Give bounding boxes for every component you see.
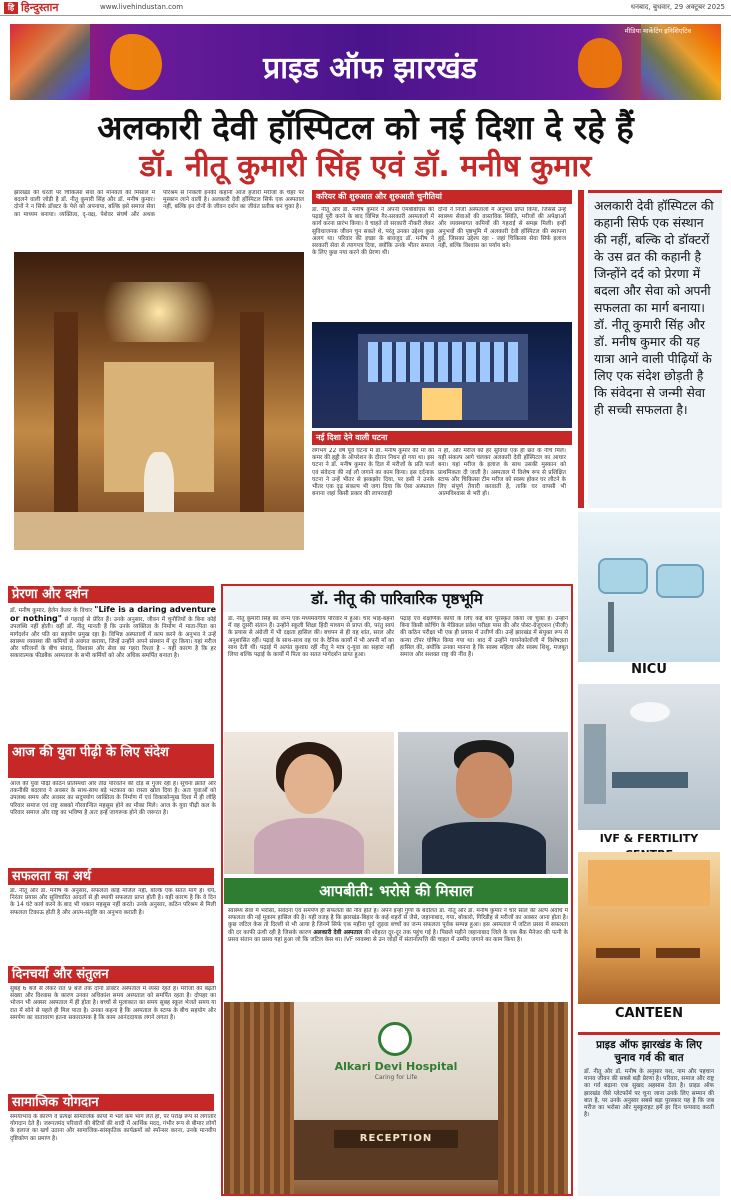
logo-icon: हि [4, 2, 18, 14]
quote-bar [578, 190, 584, 508]
hospital-sign-tagline: Caring for Life [374, 1074, 418, 1081]
inspiration-heading: प्रेरणा और दर्शन [8, 586, 214, 603]
reception-sign: RECEPTION [334, 1130, 458, 1148]
reception-desk [294, 1120, 498, 1180]
ivf-caption: IVF & FERTILITY [599, 832, 699, 845]
career-col2: दोनों ने निजी अस्पतालों में अनुभव प्राप्त किया, जिससे उन्हें स्वास्थ्य सेवाओं की वास्तविक स्थिति, मरीजों की अपेक्षाओं और व्यवस्थागत कमियों की गहराई से समझ मिली। इन्हीं अनुभवों की पृष्ठभूमि में अलकारी देवी हॉस्पिटल की स्थापना हुई, जिसका उद्देश्य रहा - जहां चिकित्सा सेवा सिर्फ इलाज नहीं, बल्कि विश्वास का पर्याय बने। [438, 207, 566, 250]
canteen-table [596, 948, 640, 958]
building-entrance [422, 388, 462, 420]
reception-photo [224, 1002, 568, 1194]
banner-title: प्राइड ऑफ झारखंड [263, 51, 477, 86]
website: www.livehindustan.com [100, 3, 184, 11]
headline-line1: अलकारी देवी हॉस्पिटल को नई दिशा दे रहे हैं [97, 108, 634, 147]
routine-heading: दिनचर्या और संतुलन [8, 966, 214, 983]
routine-text: सुबह 6 बजे से लेकर रात 9 बजे तक दोनों डॉक्टर अस्पताल में व्यस्त रहते हैं। मरीजों की बढ़ती संख्या और विश्वास के कारण उनका अधिकांश समय अस्पताल को समर्पित रहता है। दोपहर का भोजन भी अक्सर अस्पताल में ही होता है। बच्चों से मुलाकात का समय सुबह स्कूल भेजते समय या रात में सोने से पहले ही मिल पाता है। उनका कहना है कि अस्पताल के स्टाफ के बीच सहयोग और समर्पण का वातावरण इतना सकारात्मक है कि काम आनंददायक लगने लगता है। [10, 986, 216, 1021]
rainbow-strip-left [10, 24, 90, 100]
nicu-photo [578, 512, 720, 662]
masthead [0, 0, 731, 16]
canteen-table [656, 948, 700, 958]
inspiration-text-after: से गहराई से प्रेरित हैं। उनके अनुसार, जीवन में चुनौतियों के बिना कोई उपलब्धि नहीं होती। वहीं डॉ. नीतू मानती हैं कि उनके व्यक्तित्व के निर्माण में माता-पिता का मार्गदर्शन और पति का सहयोग प्रमुख रहा है। विभिन्न अस्पतालों में काम करने के अनुभव ने उन्हें स्वास्थ्य व्यवस्था की कमियों से अवगत कराया, जिन्हें उन्होंने अपने संस्थान में दूर किया। यहां मरीज और परिजनों के बीच संवाद, विश्वास और सेवा का गहरा रिश्ता है - यही कारण है कि हर सकारात्मक फीडबैक अस्पताल के सभी कर्मियों को और अधिक समर्पित बनाता है। [10, 617, 216, 660]
operating-table [612, 772, 688, 788]
youth-text: आज की युवा पीढ़ी कठिन प्रतिस्पर्धा और तीव्र परिवर्तन की दौड़ से गुजर रही है। सूचना क्रांति और तकनीकी बदलाव ने अवसर के साथ-साथ बड़े भटकाव का रास्ता खोल दिया है। अतः युवाओं को उपलब्ध समय और अवसर का सदुपयोग व्यक्तित्व के निर्माण में एवं विकासोन्मुख दिशा में ही लोहि परिवार समाज एवं राष्ट्र सबको गौरवान्वित महसूस होने का मौका मिले। आज के युवा पीढ़ी कल के परिवार समाज और राष्ट्र का भविष्य है अतः इन्हें जागरूक होने की जरूरत है। [10, 781, 216, 816]
incubator [598, 558, 648, 594]
headline-line2: डॉ. नीतू कुमारी सिंह एवं डॉ. मनीष कुमार [139, 149, 592, 184]
banner-tag: मीडिया मार्केटिंग इनिशिएटिव [624, 27, 691, 35]
family-col1: डॉ. नीतू कुमारी सिंह का जन्म एक मध्यमवर्गीय परिवार में हुआ। चार भाई-बहनों में वह दूसरी संतान हैं। उन्होंने स्कूली शिक्षा हिंदी माध्यम से प्राप्त की, परंतु स्वयं के प्रयास से अंग्रेजी में भी दक्षता हासिल की। बचपन से ही वह शांत, सरल और अनुशासित रहीं। पढ़ाई के साथ-साथ वह घर के दैनिक कार्यों में भी अपनी माँ का साथ देती थीं। पढ़ाई में अत्यंत कुशाग्र रहीं नीतू ने मात्र दृ-युवा का सहारा नहीं लिया बल्कि पढ़ाई के कार्यों में पिता का सतत मार्गदर्शन प्राप्त हुआ। [228, 616, 394, 659]
building-windows [368, 342, 518, 382]
dr-manish-portrait [398, 732, 568, 874]
ivf-centre-photo [578, 684, 720, 830]
inspiration-text-before: डॉ. मनीष कुमार, हेलेन केलर के विचार [10, 608, 95, 614]
aapbeeti-text-after: की शोहरत दूर-दूर तक पहुंच गई है। पिछले महीने जहानाबाद जिले के एक बैंक मैनेजर की पत्नी के प्रसव संतान का प्रसव यहां हुआ जो कि जटिल केस था। IVF व्यवस्था से उन जोड़ों में संतानोत्पत्ति की चाहत में उम्मीद जगाने का काम किया है। [228, 929, 568, 943]
family-col2: पढ़ाई एवं शैक्षणिक कार्यों के लिए कई बार पुरस्कृत किया जा चुका है। उन्होंने बिना किसी कोचिंग के मेडिकल प्रवेश परीक्षा पास की और पोस्ट-ग्रेजुएशन (पीजी) की कठिन परीक्षा भी एक ही प्रयास में उत्तीर्ण की। उन्हें झारखंड में संयुक्त रूप से कन्या टॉपर घोषित किया गया था। बाद में उन्होंने गायनेकोलॉजी में विशेषज्ञता हासिल की, क्योंकि उनका मानना है कि स्वस्थ महिला और स्वस्थ शिशु, मजबूत समाज और सशक्त राष्ट्र की नींव हैं। [400, 616, 568, 659]
pride-box [578, 1032, 720, 1196]
quote-box [588, 190, 722, 508]
banner [10, 24, 721, 100]
new-direction-col1: लगभग 22 वर्ष पूर्व घटना में डॉ. मनीष कुमार की माँ का कमर की हड्डी के ऑपरेशन के दौरान निधन हो गया था। इस घटना ने डॉ. मनीष कुमार के दिल में मरीजों के प्रति फर्ज एवं संवेदना की नई लौ जगाने का काम किया। इस दर्दनाक घटना ने उन्हें भीतर से झकझोर दिया, पर इसी ने उनके भीतर एक दृढ़ संकल्प भी जगा दिया कि ऐसा अस्पताल बनाना जहां किसी प्रकार की लापरवाही [312, 448, 434, 498]
quote-text: अलकारी देवी हॉस्पिटल की कहानी सिर्फ एक संस्थान की नहीं, बल्कि दो डॉक्टरों के उस व्रत की कहानी है जिन्होंने दर्द को प्रेरणा में बदला और सेवा को अपनी सफलता का मार्ग बनाया। डॉ. नीतू कुमारी सिंह और डॉ. मनीष कुमार की यह यात्रा आने वाली पीढ़ियों के लिए एक संदेश छोड़ती है कि संवेदना से जन्मी सेवा ही सच्ची सफलता है। [594, 198, 714, 417]
aapbeeti-text [228, 908, 568, 1000]
pillar-right [240, 312, 264, 532]
wall-cabinet [584, 724, 606, 804]
aapbeeti-text-before: स्वास्थ्य सेवा में भरोसा, संवेदना एवं समर्पण ही सफलता की नींव होते हैं। अपने इन्हीं गुणों के बदौलत डॉ. नीतू और डॉ. मनीष कुमार ने चार साल की अल्प अवधि में सफलता की नई मुकाम हासिल की है। यही वजह है कि झारखंड-बिहार के कई शहरों से जैसे, जहानाबाद, गया, बोकारो, गिरिडीह से मरीजों का अक्सर आना होता है। कुछ जटिल केस तो दिल्ली से भी आया है जिनमें सिर्फ एक महीना पूर्व जुड़वा बच्चों का जन्म सफलता पूर्वक सम्पन्न हुआ। इस अस्पताल में जटिल प्रसव में सफलता की दर काफी ऊंची रही है जिसके कारण [228, 908, 568, 936]
dateline: धनबाद, बुधवार, 29 अक्टूबर 2025 [630, 3, 725, 11]
career-col1: डॉ. नीतू और डॉ. मनीष कुमार ने अपनी एमबीबीएस की पढ़ाई पूरी करने के बाद विभिन्न गैर-सरकारी अस्पतालों में कार्य करना प्रारंभ किया। वे चाहते तो सरकारी नौकरी लेकर सुविधाजनक जीवन चुन सकते थे, परंतु उनका उद्देश्य कुछ अलग था। परिवार की इच्छा के बावजूद डॉ. मनीष ने सरकारी सेवा से त्यागपत्र दिया, क्योंकि उनके भीतर समाज के लिए कुछ नया करने की प्रेरणा थी। [312, 207, 434, 257]
canteen-caption: CANTEEN [615, 1006, 683, 1021]
family-heading: डॉ. नीतू की पारिवारिक पृष्ठभूमि [311, 590, 483, 608]
canteen-photo [578, 852, 720, 1004]
ceiling-lights [84, 282, 234, 342]
floor [14, 512, 304, 550]
intro-text: झारखंड की धरती पर चिकित्सा सेवा को मानवता की मिसाल में बदलने वाली जोड़ी है डॉ. नीतू कुमारी सिंह और डॉ. मनीष कुमार। दोनों ने न सिर्फ डॉक्टर के पेशे को अपनाया, बल्कि इसे समाज सेवा का माध्यम बनाया। व्यक्तित्व, दृ-वक्ष, पेशेवर संघर्ष और अथक परिश्रम से निकली इनकी कहानी आज हजारों मरीजों के चेहरे पर मुस्कान लाने वाली है। अलकारी देवी हॉस्पिटल सिर्फ एक अस्पताल नहीं, बल्कि इन दोनों के जीवन दर्शन का जीवंत प्रतीक बन चुका है। [14, 190, 304, 218]
pride-icon [578, 38, 622, 88]
newspaper-logo: हिन्दुस्तान [21, 1, 59, 14]
youth-heading: आज की युवा पीढ़ी के लिए संदेश [8, 744, 214, 778]
aapbeeti-heading-box [224, 878, 568, 904]
face [284, 754, 334, 814]
new-direction-heading: नई दिशा देने वाली घटना [312, 431, 572, 445]
success-heading: सफलता का अर्थ [8, 868, 214, 885]
inspiration-quote: "Life is a daring adventure or nothing" [10, 606, 216, 624]
canteen-wall-art [588, 860, 710, 906]
pride-heading: प्राइड ऑफ झारखंड के लिए चुनाव गर्व की बात [596, 1039, 702, 1064]
hospital-hall-photo [14, 252, 304, 550]
inspiration-text [10, 606, 216, 744]
dr-neetu-portrait [224, 732, 394, 874]
aapbeeti-hospital-name: अलकारी देवी अस्पताल [313, 929, 363, 936]
shoulders-saree [254, 818, 364, 874]
jharkhand-map-icon [110, 34, 162, 90]
success-text: डॉ. नीतू और डॉ. मनीष के अनुसार, सफलता कोई मंजिल नहीं, बल्कि एक सतत मार्ग है। धैर्य, निरंतर प्रयास और सुविचारित आदतों से ही स्थायी सफलता प्राप्त होती है। यही कारण है कि वे दिन के 14 घंटे कार्य करने के बाद भी थकान महसूस नहीं करते। उनके अनुसार, कठिन परिश्रम से मिली सफलता टिकाऊ होती है और आत्म-संतुष्टि का अनुभव कराती है। [10, 888, 216, 916]
nicu-caption: NICU [631, 662, 667, 677]
career-heading: करियर की शुरुआत और शुरुआती चुनौतियां [312, 190, 572, 204]
face [456, 752, 512, 818]
incubator [656, 564, 704, 598]
social-heading: सामाजिक योगदान [8, 1094, 214, 1111]
monitor-stand [608, 602, 614, 652]
aapbeeti-heading: आपबीती: भरोसे की मिसाल [319, 882, 473, 900]
operating-light [630, 702, 670, 722]
new-direction-col2: न हो, और मरीज को हर सुविधा एक ही छत के नीचे मिले। यही संकल्प आगे चलकर अलकारी देवी हॉस्पिटल का आधार बना। यहां मरीज के इलाज के साथ उसकी मुस्कान को प्राथमिकता दी जाती है। अस्पताल में विशेष रूप से प्रशिक्षित स्टाफ और चिकित्सा टीम मरीज को स्वस्थ होकर घर लौटने के लिए संपूर्ण तैयारी करवाती है, ताकि घर वापसी भी आत्मविश्वास से भरी हो। [438, 448, 566, 498]
social-text: समयाभाव के कारण वे प्रत्यक्ष सामाजिक कार्यों में भले कम भाग लेते हों, पर परोक्ष रूप से लगातार योगदान देते हैं। जरूरतमंद परिवारों की बेटियों की शादी में आर्थिक मदद, गंभीर रूप से बीमार लोगों के इलाज का खर्च उठाना और सामाजिक-सांस्कृतिक कार्यक्रमों को स्पॉन्सर करना, उनके मानवीय दृष्टिकोण का प्रमाण है। [10, 1114, 216, 1142]
hospital-sign-name: Alkari Devi Hospital [334, 1060, 458, 1073]
wood-slats-left [224, 1002, 294, 1194]
suit [422, 822, 546, 874]
wood-slats-right [498, 1002, 568, 1194]
pillar-left [54, 312, 78, 532]
hospital-logo-icon [378, 1022, 412, 1056]
hospital-building-photo [312, 322, 572, 428]
pride-text: डॉ. नीतू और डॉ. मनीष के अनुसार यश, नाम और पहचान मानव जीवन की सबसे बड़ी प्रेरणा है। परिवार, समाज और राष्ट्र का गर्व बढ़ाना एक सुखद अहसास देता है। प्राइड ऑफ झारखंड जैसे प्लेटफॉर्म पर चुना जाना उनके लिए सम्मान की बात है, पर उनके अनुसार सबसे बड़ा पुरस्कार यह है कि जब मरीज का भरोसा और मुस्कुराहट हमें हर दिन धन्यवाद करती है। [584, 1069, 714, 1119]
family-heading-box [223, 586, 571, 612]
